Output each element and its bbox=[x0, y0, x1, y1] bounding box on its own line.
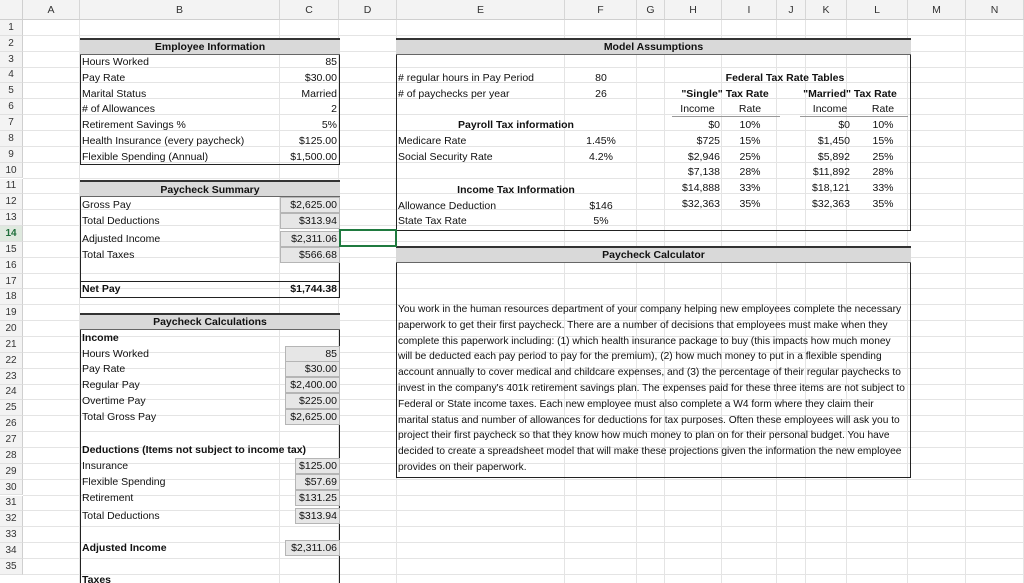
column-header-d[interactable]: D bbox=[339, 0, 397, 20]
row-header-9[interactable]: 9 bbox=[0, 147, 23, 163]
employee-info-label: Retirement Savings % bbox=[82, 119, 186, 132]
income-item-label: Overtime Pay bbox=[82, 395, 146, 407]
column-header-e[interactable]: E bbox=[397, 0, 565, 20]
income-item-label: Regular Pay bbox=[82, 379, 140, 391]
row-header-33[interactable]: 33 bbox=[0, 527, 23, 543]
row-header-22[interactable]: 22 bbox=[0, 353, 23, 369]
net-pay-value[interactable]: $1,744.38 bbox=[290, 283, 337, 295]
paycheck-calculations-title: Paycheck Calculations bbox=[153, 316, 267, 328]
married-income-value[interactable]: $0 bbox=[838, 119, 850, 131]
model-assumptions-title: Model Assumptions bbox=[603, 41, 704, 53]
row-header-34[interactable]: 34 bbox=[0, 543, 23, 559]
row-header-12[interactable]: 12 bbox=[0, 194, 23, 210]
row-header-11[interactable]: 11 bbox=[0, 179, 23, 195]
single-rate-value[interactable]: 25% bbox=[739, 150, 761, 163]
payroll-tax-value[interactable]: 4.2% bbox=[589, 151, 613, 163]
column-header-m[interactable]: M bbox=[908, 0, 966, 20]
row-header-1[interactable]: 1 bbox=[0, 20, 23, 36]
deduction-item-label: Total Deductions bbox=[82, 510, 160, 522]
employee-info-value[interactable]: Married bbox=[301, 87, 337, 100]
row-header-19[interactable]: 19 bbox=[0, 305, 23, 321]
row-header-2[interactable]: 2 bbox=[0, 36, 23, 52]
row-header-31[interactable]: 31 bbox=[0, 496, 23, 512]
row-header-8[interactable]: 8 bbox=[0, 131, 23, 147]
income-item-label: Total Gross Pay bbox=[82, 411, 157, 423]
row-header-17[interactable]: 17 bbox=[0, 274, 23, 290]
row-header-14[interactable]: 14 bbox=[0, 226, 23, 242]
net-pay-label: Net Pay bbox=[82, 283, 121, 295]
row-header-15[interactable]: 15 bbox=[0, 242, 23, 258]
employee-info-label: Hours Worked bbox=[82, 56, 149, 68]
taxes-section-header: Taxes bbox=[82, 574, 111, 583]
income-item-value[interactable]: $2,400.00 bbox=[290, 379, 337, 391]
employee-info-label: Marital Status bbox=[82, 87, 147, 100]
married-income-value[interactable]: $5,892 bbox=[817, 150, 850, 163]
column-header-k[interactable]: K bbox=[806, 0, 847, 20]
assumption-label: # regular hours in Pay Period bbox=[398, 72, 534, 84]
row-header-25[interactable]: 25 bbox=[0, 400, 23, 416]
paycheck-summary-value[interactable]: $313.94 bbox=[299, 215, 337, 227]
paycheck-calculator-description: You work in the human resources department of your company helping new employees complete the necessary paperwork to get their first paycheck. There are a number of decisions that employees must make when they complete this paperwork including: (1) which health insurance package to buy (this impacts how much money will be deducted each pay period to pay for the premium), (2) how much money to put in a flexible spending account annually to cover medical and childcare expenses, and (3) the percentage of their regular paychecks to invest in the company's 401k retirement savings plan. The expenses paid for these three items are not subject to Federal or State income taxes. Each new employee must also complete a W4 form where they claim their marital status and number of allowances for deductions for tax purposes. Often these employees will ask you to project their first paycheck so that they know how much money to plan on for their personal budget. You have decided to create a spreadsheet model that will make these projections given the information the new employee provides on their paperwork. bbox=[398, 304, 905, 473]
employee-info-value[interactable]: $1,500.00 bbox=[290, 150, 337, 163]
deduction-item-value[interactable]: $131.25 bbox=[299, 492, 337, 504]
deduction-item-value[interactable]: $125.00 bbox=[299, 460, 337, 472]
employee-info-label: Pay Rate bbox=[82, 71, 126, 84]
payroll-tax-value[interactable]: 1.45% bbox=[586, 135, 616, 147]
income-tax-value[interactable]: 5% bbox=[593, 215, 609, 227]
employee-info-title: Employee Information bbox=[154, 41, 266, 53]
married-rate-header: Rate bbox=[871, 103, 895, 115]
single-rate-value[interactable]: 10% bbox=[739, 119, 761, 131]
paycheck-summary-value[interactable]: $566.68 bbox=[299, 249, 337, 261]
federal-tax-title: Federal Tax Rate Tables bbox=[725, 72, 845, 84]
column-header-b[interactable]: B bbox=[80, 0, 280, 20]
married-rate-value[interactable]: 33% bbox=[872, 182, 894, 195]
row-header-5[interactable]: 5 bbox=[0, 83, 23, 99]
column-header-f[interactable]: F bbox=[565, 0, 637, 20]
row-header-13[interactable]: 13 bbox=[0, 210, 23, 226]
row-header-29[interactable]: 29 bbox=[0, 464, 23, 480]
paycheck-summary-title: Paycheck Summary bbox=[160, 184, 260, 196]
married-income-value[interactable]: $1,450 bbox=[817, 134, 850, 147]
income-item-value[interactable]: $30.00 bbox=[304, 363, 337, 375]
married-rate-value[interactable]: 25% bbox=[872, 150, 894, 163]
row-header-7[interactable]: 7 bbox=[0, 115, 23, 131]
deduction-item-value[interactable]: $313.94 bbox=[299, 510, 337, 522]
single-tax-title: "Single" Tax Rate bbox=[681, 88, 769, 100]
row-header-28[interactable]: 28 bbox=[0, 448, 23, 464]
married-income-header: Income bbox=[812, 103, 848, 115]
row-header-24[interactable]: 24 bbox=[0, 385, 23, 401]
income-item-value[interactable]: $2,625.00 bbox=[290, 411, 337, 423]
assumption-value[interactable]: 80 bbox=[595, 72, 607, 84]
employee-info-value[interactable]: $125.00 bbox=[299, 135, 337, 147]
paycheck-summary-value[interactable]: $2,625.00 bbox=[290, 199, 337, 211]
income-tax-label: State Tax Rate bbox=[398, 215, 467, 227]
single-income-header: Income bbox=[680, 103, 715, 115]
paycheck-summary-label: Total Deductions bbox=[82, 215, 160, 227]
employee-info-value[interactable]: 85 bbox=[325, 56, 337, 68]
employee-info-value[interactable]: 2 bbox=[331, 103, 337, 116]
row-header-3[interactable]: 3 bbox=[0, 52, 23, 68]
paycheck-summary-value[interactable]: $2,311.06 bbox=[291, 233, 337, 245]
federal-header-rule-married bbox=[800, 116, 908, 117]
single-income-value[interactable]: $14,888 bbox=[682, 182, 720, 195]
employee-info-value[interactable]: $30.00 bbox=[304, 71, 337, 84]
deduction-item-label: Insurance bbox=[82, 460, 129, 472]
married-income-value[interactable]: $11,892 bbox=[812, 166, 850, 179]
row-header-6[interactable]: 6 bbox=[0, 99, 23, 115]
married-income-value[interactable]: $32,363 bbox=[812, 198, 850, 210]
single-rate-header: Rate bbox=[738, 103, 762, 115]
employee-info-value[interactable]: 5% bbox=[321, 119, 337, 132]
gridline-vertical bbox=[965, 20, 966, 583]
married-rate-value[interactable]: 35% bbox=[872, 198, 894, 210]
employee-info-label: Flexible Spending (Annual) bbox=[82, 150, 209, 163]
select-all-corner[interactable] bbox=[0, 0, 23, 20]
column-header-a[interactable]: A bbox=[23, 0, 80, 20]
income-tax-label: Allowance Deduction bbox=[398, 200, 497, 212]
row-header-10[interactable]: 10 bbox=[0, 163, 23, 179]
income-section-header: Income bbox=[82, 332, 119, 344]
single-income-value[interactable]: $2,946 bbox=[687, 150, 720, 163]
row-header-27[interactable]: 27 bbox=[0, 432, 23, 448]
row-header-4[interactable]: 4 bbox=[0, 68, 23, 84]
married-rate-value[interactable]: 10% bbox=[872, 119, 894, 131]
column-header-l[interactable]: L bbox=[847, 0, 908, 20]
single-rate-value[interactable]: 28% bbox=[739, 166, 761, 179]
column-header-c[interactable]: C bbox=[280, 0, 339, 20]
row-header-18[interactable]: 18 bbox=[0, 289, 23, 305]
married-income-value[interactable]: $18,121 bbox=[812, 182, 850, 195]
row-header-20[interactable]: 20 bbox=[0, 321, 23, 337]
employee-info-label: # of Allowances bbox=[82, 103, 155, 116]
single-income-value[interactable]: $0 bbox=[708, 119, 720, 131]
married-tax-title: "Married" Tax Rate bbox=[803, 88, 897, 100]
row-header-23[interactable]: 23 bbox=[0, 369, 23, 385]
paycheck-calculator-title: Paycheck Calculator bbox=[602, 249, 705, 261]
married-rate-value[interactable]: 28% bbox=[872, 166, 894, 179]
married-rate-value[interactable]: 15% bbox=[872, 134, 894, 147]
row-header-21[interactable]: 21 bbox=[0, 337, 23, 353]
single-rate-value[interactable]: 15% bbox=[739, 134, 761, 147]
payroll-tax-label: Social Security Rate bbox=[398, 151, 493, 163]
deduction-item-label: Flexible Spending bbox=[82, 476, 166, 488]
income-item-value[interactable]: $225.00 bbox=[299, 395, 337, 407]
assumption-label: # of paychecks per year bbox=[398, 88, 510, 100]
assumption-value[interactable]: 26 bbox=[595, 88, 607, 100]
row-header-32[interactable]: 32 bbox=[0, 511, 23, 527]
row-header-35[interactable]: 35 bbox=[0, 559, 23, 575]
column-header-g[interactable]: G bbox=[637, 0, 665, 20]
row-header-26[interactable]: 26 bbox=[0, 416, 23, 432]
federal-header-rule-single bbox=[672, 116, 780, 117]
active-cell-selection[interactable] bbox=[339, 229, 397, 247]
single-rate-value[interactable]: 33% bbox=[739, 182, 761, 195]
payroll-tax-label: Medicare Rate bbox=[398, 135, 467, 147]
column-header-j[interactable]: J bbox=[777, 0, 806, 20]
income-item-value[interactable]: 85 bbox=[325, 348, 337, 360]
gridline-horizontal bbox=[23, 35, 1024, 36]
income-tax-value[interactable]: $146 bbox=[589, 200, 613, 212]
single-income-value[interactable]: $725 bbox=[696, 134, 720, 147]
single-income-value[interactable]: $7,138 bbox=[687, 166, 720, 179]
column-header-i[interactable]: I bbox=[722, 0, 777, 20]
adjusted-income-label: Adjusted Income bbox=[82, 542, 167, 554]
column-header-n[interactable]: N bbox=[966, 0, 1024, 20]
income-tax-title: Income Tax Information bbox=[457, 184, 575, 196]
paycheck-summary-label: Adjusted Income bbox=[82, 233, 161, 245]
deduction-item-label: Retirement bbox=[82, 492, 134, 504]
deduction-item-value[interactable]: $57.69 bbox=[304, 476, 337, 488]
employee-info-label: Health Insurance (every paycheck) bbox=[82, 135, 245, 147]
paycheck-summary-label: Total Taxes bbox=[82, 249, 135, 261]
single-income-value[interactable]: $32,363 bbox=[682, 198, 720, 210]
row-header-30[interactable]: 30 bbox=[0, 480, 23, 496]
paycheck-summary-label: Gross Pay bbox=[82, 199, 132, 211]
income-item-label: Hours Worked bbox=[82, 348, 149, 360]
row-header-16[interactable]: 16 bbox=[0, 258, 23, 274]
payroll-tax-title: Payroll Tax information bbox=[458, 119, 574, 131]
deductions-section-header: Deductions (Items not subject to income tax) bbox=[82, 444, 307, 456]
single-rate-value[interactable]: 35% bbox=[739, 198, 761, 210]
adjusted-income-value[interactable]: $2,311.06 bbox=[291, 542, 337, 554]
income-item-label: Pay Rate bbox=[82, 363, 126, 375]
column-header-h[interactable]: H bbox=[665, 0, 722, 20]
